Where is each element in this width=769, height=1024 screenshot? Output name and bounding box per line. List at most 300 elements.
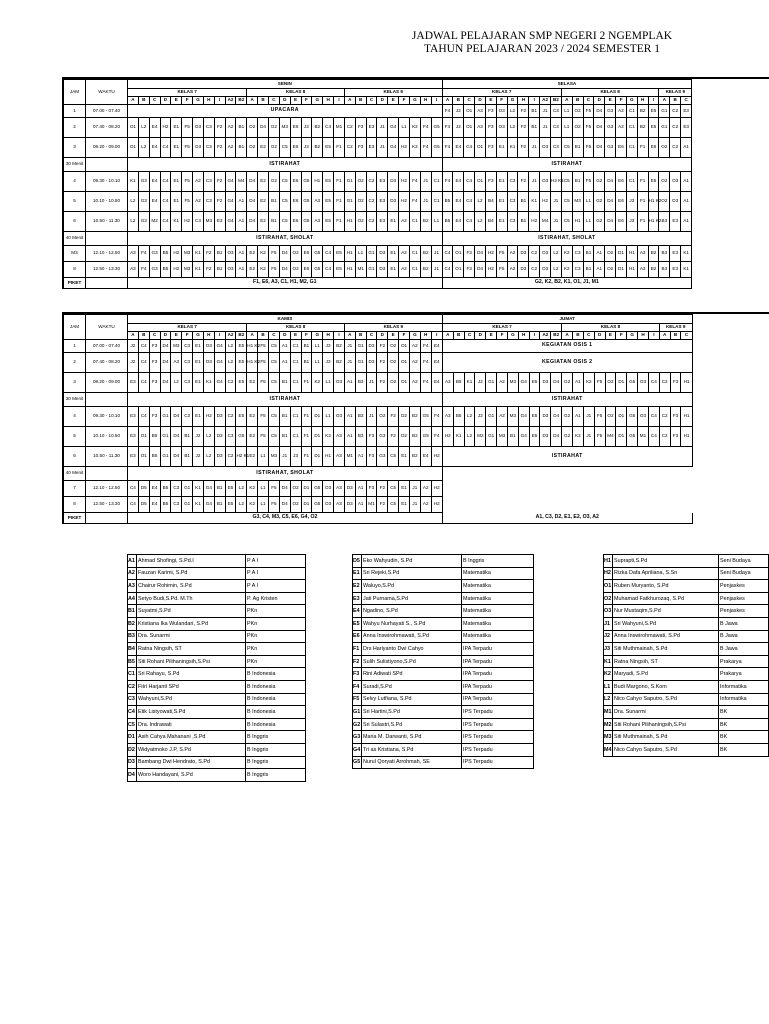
teacher-code-cell: B3 (659, 246, 670, 262)
teacher-code-cell: F4 (442, 118, 453, 138)
teacher-code-cell: G1 (486, 373, 497, 393)
teacher-code-cell: L1 (583, 212, 594, 232)
teacher-legend-1 (127, 554, 306, 782)
empty-cell (605, 467, 616, 481)
empty-cell (464, 467, 475, 481)
teacher-code-cell: L2 (138, 118, 149, 138)
teacher-code-cell: H2 (160, 118, 171, 138)
teacher-code-cell: G4 (225, 192, 236, 212)
activity-cell: KEGIATAN OSIS 2 (442, 353, 692, 373)
teacher-name: Siti Muthmainah, S.Pd (613, 731, 719, 744)
teacher-code-cell: F2 (214, 172, 225, 192)
teacher-code-cell: M2 (475, 427, 486, 447)
period-time (86, 232, 128, 246)
teacher-code-cell: D4 (247, 212, 258, 232)
page-title: JADWAL PELAJARAN SMP NEGERI 2 NGEMPLAK (411, 30, 673, 42)
teacher-code-cell: F3 (670, 427, 681, 447)
teacher-code-cell: A3 (334, 481, 345, 497)
class-column-header: D (594, 332, 605, 340)
class-column-header: C (464, 332, 475, 340)
teacher-code-cell: B2 (637, 105, 648, 118)
teacher-name: Budi Margono, S.Kom (613, 680, 719, 693)
period-number: 6 (64, 447, 86, 467)
teacher-code-cell: D3 (214, 427, 225, 447)
teacher-code-cell: G4 (203, 481, 214, 497)
empty-cell (648, 467, 659, 481)
teacher-code-cell: F1 (334, 212, 345, 232)
class-column-header: H (203, 97, 214, 105)
jam-header: JAM (64, 315, 86, 340)
teacher-code-cell: D3 (540, 407, 551, 427)
teacher-code-cell: G4 (214, 340, 225, 353)
class-column-header: I (214, 97, 225, 105)
teacher-code-cell: B1 (572, 172, 583, 192)
teacher-code-cell: E1 (388, 212, 399, 232)
class-column-header: G (409, 97, 420, 105)
teacher-name: Sri Rejeki,S.Pd (362, 567, 462, 580)
teacher-code-cell: A2 (225, 118, 236, 138)
teacher-code-cell: K2 (247, 497, 258, 513)
teacher-code-cell: M3 (507, 407, 518, 427)
teacher-code-cell: G2 (268, 172, 279, 192)
activity-cell: ISTIRAHAT (442, 393, 692, 407)
teacher-code-cell: F2 (388, 427, 399, 447)
class-group-header: KELAS 8 (247, 324, 345, 332)
class-column-header: B2 (236, 97, 247, 105)
teacher-legend-3 (603, 554, 769, 757)
teacher-code-cell: E6 (616, 192, 627, 212)
empty-cell (453, 467, 464, 481)
teacher-code-cell: C5 (561, 138, 572, 158)
class-group-header: KELAS 9 (659, 324, 692, 332)
teacher-code: C3 (128, 693, 137, 706)
teacher-code-cell: F5 (182, 118, 193, 138)
teacher-code-cell: G5 (420, 427, 431, 447)
class-column-header: E (605, 332, 616, 340)
teacher-code-cell: A3 (475, 105, 486, 118)
teacher-code: E1 (353, 567, 362, 580)
teacher-code-cell: F5 (258, 373, 269, 393)
teacher-subject: PKn (246, 617, 306, 630)
teacher-code-cell: G1 (659, 118, 670, 138)
teacher-code-cell: O2 (388, 373, 399, 393)
teacher-code-cell: M3 (507, 373, 518, 393)
teacher-code: G5 (353, 756, 362, 769)
teacher-subject: B Indonesia (246, 693, 306, 706)
teacher-code-cell: O3 (496, 105, 507, 118)
teacher-code-cell: C4 (128, 481, 139, 497)
teacher-code-cell: A3 (334, 447, 345, 467)
teacher-code-cell: C4 (464, 172, 475, 192)
teacher-code-cell: D4 (594, 118, 605, 138)
teacher-code-cell: J1 (551, 192, 562, 212)
teacher-code-cell: G5 (301, 192, 312, 212)
period-number: M3 (64, 246, 86, 262)
teacher-code-cell: G5 (420, 407, 431, 427)
teacher-code: C1 (128, 668, 137, 681)
teacher-code-cell: H1 (626, 262, 637, 278)
teacher-code-cell: F4 (420, 118, 431, 138)
teacher-code-cell: C1 (290, 427, 301, 447)
class-column-header: A (247, 97, 258, 105)
teacher-code-cell: L1 (583, 192, 594, 212)
teacher-code-cell: A3 (128, 246, 139, 262)
class-column-header: A (442, 332, 453, 340)
empty-cell (594, 497, 605, 513)
teacher-code-cell: L1 (399, 118, 410, 138)
teacher-code-cell: G3 (138, 192, 149, 212)
teacher-code-cell: C5 (561, 212, 572, 232)
teacher-code-cell: E5 (529, 373, 540, 393)
class-column-header: A2 (540, 97, 551, 105)
teacher-code-cell: F1 (637, 212, 648, 232)
teacher-code-cell: B1 (572, 138, 583, 158)
teacher-code-cell: J2 (193, 427, 204, 447)
teacher-code-cell: J1 (366, 373, 377, 393)
teacher-subject: Matematika (462, 580, 534, 593)
teacher-code-cell: A2 (497, 373, 508, 393)
class-column-header: G (193, 97, 204, 105)
teacher-code-cell: L2 (507, 105, 518, 118)
teacher-name: Drs Hariyanto Dwi Cahyo (362, 643, 462, 656)
teacher-code-cell: F5 (182, 192, 193, 212)
empty-cell (594, 481, 605, 497)
teacher-name: Jati Purnama,S.Pd (362, 592, 462, 605)
period-time: 08.20 - 09.00 (86, 373, 128, 393)
teacher-code-cell: B1 (583, 262, 594, 278)
teacher-code-cell: O2 (355, 192, 366, 212)
empty-cell (681, 467, 692, 481)
empty-cell (475, 467, 486, 481)
teacher-code-cell: G5 (312, 497, 323, 513)
period-time: 09.30 - 10.10 (86, 172, 128, 192)
teacher-code-cell: O1 (138, 427, 149, 447)
teacher-code-cell: F5 (182, 172, 193, 192)
class-column-header: C (366, 97, 377, 105)
teacher-code-cell: L1 (312, 340, 323, 353)
teacher-code-cell: O2 (388, 340, 399, 353)
class-group-header: KELAS 9 (344, 324, 442, 332)
teacher-code-cell: E4 (453, 192, 464, 212)
teacher-code: L2 (604, 693, 613, 706)
empty-cell (627, 481, 638, 497)
teacher-code-cell: D1 (616, 427, 627, 447)
teacher-code-cell: B2 (334, 340, 345, 353)
teacher-code-cell: O3 (334, 373, 345, 393)
teacher-code-cell: E1 (399, 497, 410, 513)
empty-cell (464, 481, 475, 497)
teacher-code-cell: B3 (355, 427, 366, 447)
teacher-subject: Informatika (719, 680, 769, 693)
teacher-code-cell: F2 (388, 407, 399, 427)
empty-cell (442, 467, 453, 481)
teacher-code-cell: E5 (225, 497, 236, 513)
teacher-name: Dra. Indrawati (137, 718, 246, 731)
teacher-name: Suprapti,S.Pd (613, 555, 719, 568)
class-column-header: C (583, 97, 594, 105)
teacher-code-cell: G2 (268, 138, 279, 158)
teacher-code-cell: G3 (605, 138, 616, 158)
teacher-name: Kristiana Ika Wulandari, S.Pd (137, 617, 246, 630)
teacher-code-cell: L1 (323, 407, 334, 427)
period-number: 4 (64, 172, 86, 192)
teacher-code-cell: A2 (409, 340, 420, 353)
teacher-code-cell: J1 (431, 246, 442, 262)
teacher-code-cell: H1 (344, 262, 355, 278)
teacher-code-cell: O2 (605, 262, 616, 278)
teacher-code-cell: F1 (301, 373, 312, 393)
teacher-code-cell: D1 (616, 373, 627, 393)
teacher-code-cell: J3 (301, 138, 312, 158)
teacher-code-cell: C4 (648, 373, 659, 393)
teacher-code-cell: O2 (290, 262, 301, 278)
teacher-code-cell: L2 (507, 118, 518, 138)
teacher-code-cell: E3 (377, 212, 388, 232)
teacher-subject: IPS Terpadu (462, 743, 534, 756)
teacher-code-cell: A1 (681, 212, 692, 232)
teacher-code-cell: C3 (182, 340, 193, 353)
class-column-header: B (258, 97, 269, 105)
teacher-code-cell: M4 (540, 212, 551, 232)
teacher-code-cell: G1 (366, 246, 377, 262)
teacher-code-cell: A1 (573, 373, 584, 393)
period-number: 5 (64, 192, 86, 212)
day-header: JUMAT (442, 315, 692, 324)
teacher-code-cell: E3 (670, 212, 681, 232)
teacher-code-cell: D1 (616, 246, 627, 262)
teacher-code-cell: C2 (225, 373, 236, 393)
teacher-subject: B Inggris (246, 769, 306, 782)
teacher-code-cell: L1 (312, 353, 323, 373)
teacher-code-cell: C4 (442, 246, 453, 262)
teacher-code-cell: E4 (453, 138, 464, 158)
teacher-code-cell: D3 (214, 447, 225, 467)
teacher-code-cell: F4 (409, 172, 420, 192)
teacher-code-cell: K2 (258, 262, 269, 278)
teacher-code-cell: G1 (182, 497, 193, 513)
class-column-header: A (659, 332, 670, 340)
teacher-code: K2 (604, 668, 613, 681)
teacher-code-cell: F4 (409, 192, 420, 212)
teacher-code-cell: C2 (529, 246, 540, 262)
empty-cell (605, 481, 616, 497)
teacher-code-cell: A2 (616, 118, 627, 138)
teacher-code-cell: C4 (138, 407, 149, 427)
teacher-code-cell: A2 (399, 262, 410, 278)
teacher-code-cell: A3 (171, 353, 182, 373)
teacher-code: C5 (128, 718, 137, 731)
teacher-code-cell: O2 (290, 497, 301, 513)
class-column-header: E (485, 97, 496, 105)
teacher-code-cell: E1 (496, 172, 507, 192)
teacher-code-cell: E3 (128, 373, 139, 393)
teacher-code-cell: D3 (518, 246, 529, 262)
teacher-name: Asih Cahya Mahanani ,S.Pd (137, 731, 246, 744)
class-column-header: D (160, 332, 171, 340)
teacher-name: Ahmad Shofingi, S.Pd.I (137, 555, 246, 568)
empty-cell (681, 497, 692, 513)
empty-cell (507, 467, 518, 481)
teacher-code-cell: B4 (485, 212, 496, 232)
teacher-code-cell: L2 (464, 427, 475, 447)
teacher-code-cell: O2 (572, 118, 583, 138)
teacher-code-cell: G3 (149, 262, 160, 278)
teacher-subject: BK (719, 743, 769, 756)
teacher-code: B5 (128, 655, 137, 668)
period-number: 1 (64, 105, 86, 118)
teacher-code-cell: C2 (344, 118, 355, 138)
teacher-code-cell: G1 (659, 105, 670, 118)
teacher-code-cell: B1 (279, 407, 290, 427)
teacher-code-cell: M3 (182, 262, 193, 278)
teacher-code-cell: F5 (258, 340, 269, 353)
teacher-code-cell: B5 (442, 192, 453, 212)
teacher-code-cell: M3 (279, 118, 290, 138)
class-column-header: B (572, 97, 583, 105)
teacher-code-cell: A3 (128, 262, 139, 278)
teacher-code-cell: G3 (377, 447, 388, 467)
teacher-code-cell: B1 (518, 192, 529, 212)
teacher-code-cell: E1 (171, 118, 182, 138)
teacher-name: Fauzan Karimi, S.Pd (137, 567, 246, 580)
teacher-code-cell: A3 (637, 262, 648, 278)
empty-cell (562, 467, 573, 481)
teacher-code-cell: A3 (442, 373, 453, 393)
teacher-code-cell: E4 (149, 138, 160, 158)
teacher-code-cell: L1 (258, 497, 269, 513)
teacher-code-cell: F4 (138, 246, 149, 262)
teacher-code-cell: O2 (659, 192, 670, 212)
teacher-code: G3 (353, 731, 362, 744)
teacher-code-cell: H2 K1 (236, 447, 247, 467)
teacher-code-cell: L2 (551, 262, 562, 278)
teacher-code-cell: B2 (648, 262, 659, 278)
teacher-code-cell: E6 (290, 118, 301, 138)
class-column-header: F (497, 332, 508, 340)
teacher-code-cell: F5 (258, 353, 269, 373)
teacher-code: O3 (604, 605, 613, 618)
teacher-code-cell: D4 (279, 246, 290, 262)
class-column-header: C (464, 97, 475, 105)
empty-cell (659, 497, 670, 513)
teacher-code-cell: B2 (409, 427, 420, 447)
period-number: PIKET (64, 513, 86, 524)
teacher-code-cell: B5 (149, 447, 160, 467)
empty-cell (453, 481, 464, 497)
teacher-code-cell: M1 (334, 118, 345, 138)
empty-cell (616, 467, 627, 481)
teacher-code-cell: O2 (247, 118, 258, 138)
teacher-code: L1 (604, 680, 613, 693)
teacher-code-cell: H1 K2 (247, 353, 258, 373)
teacher-code-cell: C4 (464, 192, 475, 212)
teacher-code-cell: G5 (301, 172, 312, 192)
class-column-header: G (312, 332, 323, 340)
teacher-code-cell: H1 (344, 212, 355, 232)
teacher-code-cell: F2 (377, 373, 388, 393)
teacher-code-cell: H1 K2 (648, 192, 659, 212)
teacher-code-cell: O3 (540, 246, 551, 262)
teacher-code: M4 (604, 743, 613, 756)
teacher-code-cell: F4 (420, 373, 431, 393)
teacher-code-cell: M3 (268, 447, 279, 467)
period-time: 12.50 - 13.30 (86, 497, 128, 513)
teacher-code: F2 (353, 655, 362, 668)
piket-cell: G3, C4, M3, C5, E6, G4, O2 (128, 513, 443, 524)
teacher-code: M3 (604, 731, 613, 744)
teacher-code-cell: L2 (138, 138, 149, 158)
teacher-subject: Informatika (719, 693, 769, 706)
teacher-code-cell: E2 (258, 192, 269, 212)
teacher-code-cell: G4 (388, 118, 399, 138)
teacher-code-cell: M3 (497, 427, 508, 447)
teacher-code-cell: O3 (540, 262, 551, 278)
teacher-subject: IPS Terpadu (462, 718, 534, 731)
class-column-header: B (573, 332, 584, 340)
teacher-name: Suyatmi,S.Pd (137, 605, 246, 618)
period-number: 8 (64, 497, 86, 513)
teacher-code-cell: F4 (442, 172, 453, 192)
class-column-header: G (409, 332, 420, 340)
period-time (86, 393, 128, 407)
teacher-subject: Matematika (462, 592, 534, 605)
teacher-code: A3 (128, 580, 137, 593)
teacher-code-cell: G2 (594, 172, 605, 192)
teacher-code-cell: J1 (420, 172, 431, 192)
teacher-code: F4 (353, 680, 362, 693)
teacher-code-cell: L2 (475, 212, 486, 232)
teacher-name: Rini Adiwati SPd (362, 668, 462, 681)
teacher-code-cell: E6 (290, 138, 301, 158)
teacher-code-cell: A1 (344, 427, 355, 447)
teacher-code-cell: D4 (171, 407, 182, 427)
class-column-header: B (138, 97, 149, 105)
empty-cell (453, 497, 464, 513)
teacher-name: Siti Rohani Pilihaningsih,S.Psi (613, 718, 719, 731)
teacher-code-cell: B5 (453, 407, 464, 427)
class-column-header: H (518, 97, 529, 105)
teacher-name: Etik Listyowati,S.Pd (137, 706, 246, 719)
teacher-code-cell: F5 (496, 262, 507, 278)
teacher-code-cell: O1 (399, 373, 410, 393)
teacher-code-cell: K1 (529, 192, 540, 212)
teacher-code-cell: C4 (323, 246, 334, 262)
teacher-subject: BK (719, 718, 769, 731)
teacher-subject: BK (719, 706, 769, 719)
teacher-code-cell: J1 (377, 138, 388, 158)
period-number: 30 Menit (64, 158, 86, 172)
teacher-code-cell: J3 (290, 447, 301, 467)
teacher-code-cell: D4 (551, 427, 562, 447)
teacher-name: Wahyu Nurhayati S., S.Pd (362, 617, 462, 630)
teacher-code-cell: O1 (464, 105, 475, 118)
teacher-code-cell: H2 (540, 192, 551, 212)
teacher-code-cell: L2 (203, 427, 214, 447)
teacher-code-cell: O1 (475, 138, 486, 158)
teacher-code-cell: C5 (561, 192, 572, 212)
teacher-code-cell: O3 (203, 353, 214, 373)
teacher-code-cell: A1 (594, 262, 605, 278)
teacher-code-cell: C3 (193, 212, 204, 232)
teacher-name: Ngadino, S.Pd (362, 605, 462, 618)
teacher-code-cell: B1 (214, 497, 225, 513)
teacher-code-cell: F3 (366, 447, 377, 467)
class-column-header: G (193, 332, 204, 340)
class-column-header: E (171, 97, 182, 105)
teacher-code-cell: F3 (670, 407, 681, 427)
empty-cell (518, 481, 529, 497)
teacher-code-cell: O3 (193, 118, 204, 138)
